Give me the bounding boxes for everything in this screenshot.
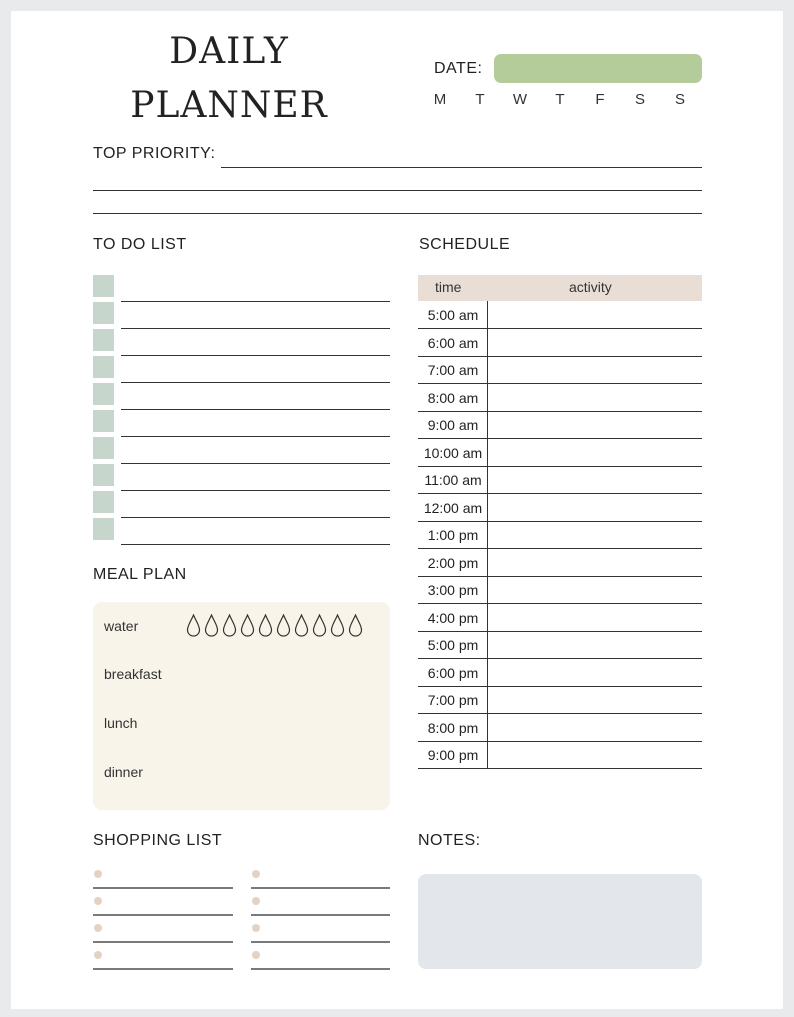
meal-plan-card: [93, 602, 390, 810]
todo-checkbox[interactable]: [93, 356, 114, 378]
shopping-bullet: [252, 870, 260, 878]
weekday-wed[interactable]: W: [512, 91, 528, 108]
weekday-tue[interactable]: T: [475, 91, 485, 108]
todo-checkbox[interactable]: [93, 329, 114, 351]
water-drop-icon[interactable]: [294, 614, 309, 638]
schedule-time: 2:00 pm: [427, 554, 479, 571]
todo-line[interactable]: [121, 463, 390, 464]
water-drop-icon[interactable]: [330, 614, 345, 638]
todo-checkbox[interactable]: [93, 437, 114, 459]
shopping-line[interactable]: [251, 941, 390, 943]
schedule-row-line[interactable]: [418, 686, 702, 687]
todo-line[interactable]: [121, 517, 390, 518]
todo-checkbox[interactable]: [93, 410, 114, 432]
top-priority-line-1[interactable]: [221, 167, 702, 168]
schedule-row-line[interactable]: [418, 713, 702, 714]
schedule-time: 12:00 am: [423, 499, 483, 516]
todo-checkbox[interactable]: [93, 518, 114, 540]
schedule-time: 8:00 am: [427, 389, 479, 406]
schedule-row-line[interactable]: [418, 411, 702, 412]
schedule-time: 1:00 pm: [427, 527, 479, 543]
schedule-time: 6:00 am: [427, 334, 479, 351]
schedule-time: 5:00 am: [427, 307, 479, 323]
todo-checkbox[interactable]: [93, 491, 114, 513]
schedule-time: 9:00 pm: [427, 747, 479, 763]
shopping-bullet: [94, 870, 102, 878]
breakfast-label: breakfast: [104, 666, 162, 682]
shopping-line[interactable]: [93, 941, 233, 943]
shopping-line[interactable]: [93, 914, 233, 916]
todo-line[interactable]: [121, 301, 390, 302]
top-priority-line-2[interactable]: [93, 190, 702, 191]
water-drop-icon[interactable]: [276, 614, 291, 638]
water-drop-icon[interactable]: [312, 614, 327, 638]
water-drop-icon[interactable]: [258, 614, 273, 638]
schedule-row-line[interactable]: [418, 521, 702, 522]
weekday-sat[interactable]: S: [634, 91, 645, 108]
weekday-fri[interactable]: F: [595, 91, 605, 108]
meal-plan-title: MEAL PLAN: [93, 566, 187, 583]
schedule-title: SCHEDULE: [419, 236, 511, 253]
shopping-bullet: [252, 924, 260, 932]
date-field[interactable]: [494, 54, 702, 83]
shopping-bullet: [94, 924, 102, 932]
planner-page: [11, 11, 783, 1009]
todo-line[interactable]: [121, 409, 390, 410]
notes-area[interactable]: [418, 874, 702, 969]
weekday-sun[interactable]: S: [674, 91, 685, 108]
schedule-row-line[interactable]: [418, 658, 702, 659]
weekday-mon[interactable]: M: [433, 91, 447, 108]
schedule-row-line[interactable]: [418, 328, 702, 329]
schedule-time: 10:00 am: [423, 444, 483, 461]
todo-line[interactable]: [121, 490, 390, 491]
notes-title: NOTES:: [418, 832, 481, 849]
shopping-bullet: [94, 951, 102, 959]
schedule-row-line[interactable]: [418, 356, 702, 357]
todo-checkbox[interactable]: [93, 302, 114, 324]
title-planner: PLANNER: [130, 85, 328, 126]
shopping-bullet: [252, 951, 260, 959]
water-label: water: [104, 618, 139, 634]
schedule-col-time: time: [435, 279, 462, 295]
todo-checkbox[interactable]: [93, 275, 114, 297]
schedule-time: 3:00 pm: [427, 582, 479, 598]
schedule-row-line[interactable]: [418, 576, 702, 577]
schedule-time: 7:00 am: [427, 362, 479, 378]
todo-line[interactable]: [121, 382, 390, 383]
water-drop-icon[interactable]: [240, 614, 255, 638]
schedule-time: 8:00 pm: [427, 719, 479, 736]
schedule-time: 6:00 pm: [427, 664, 479, 681]
todo-line[interactable]: [121, 355, 390, 356]
shopping-line[interactable]: [93, 968, 233, 970]
dinner-label: dinner: [104, 764, 143, 780]
schedule-time: 4:00 pm: [427, 609, 479, 626]
shopping-line[interactable]: [251, 968, 390, 970]
schedule-row-line[interactable]: [418, 548, 702, 549]
weekday-thu[interactable]: T: [555, 91, 565, 108]
shopping-line[interactable]: [251, 887, 390, 889]
schedule-row-line[interactable]: [418, 631, 702, 632]
schedule-row-line[interactable]: [418, 383, 702, 384]
water-drop-icon[interactable]: [222, 614, 237, 638]
water-drop-icon[interactable]: [348, 614, 363, 638]
shopping-line[interactable]: [251, 914, 390, 916]
schedule-row-line[interactable]: [418, 493, 702, 494]
todo-checkbox[interactable]: [93, 383, 114, 405]
todo-line[interactable]: [121, 328, 390, 329]
schedule-time: 7:00 pm: [427, 692, 479, 708]
water-drop-icon[interactable]: [204, 614, 219, 638]
schedule-row-line[interactable]: [418, 603, 702, 604]
shopping-line[interactable]: [93, 887, 233, 889]
schedule-time: 11:00 am: [424, 472, 482, 488]
shopping-bullet: [252, 897, 260, 905]
top-priority-label: TOP PRIORITY:: [93, 145, 216, 162]
schedule-row-line[interactable]: [418, 741, 702, 742]
schedule-row-line[interactable]: [418, 466, 702, 467]
todo-line[interactable]: [121, 544, 390, 545]
schedule-time: 5:00 pm: [427, 637, 479, 653]
shopping-list-title: SHOPPING LIST: [93, 832, 223, 849]
schedule-col-activity: activity: [569, 279, 612, 295]
lunch-label: lunch: [104, 715, 138, 731]
todo-title: TO DO LIST: [93, 236, 187, 253]
shopping-bullet: [94, 897, 102, 905]
schedule-row-line[interactable]: [418, 768, 702, 769]
todo-checkbox[interactable]: [93, 464, 114, 486]
date-label: DATE:: [434, 60, 483, 77]
top-priority-line-3[interactable]: [93, 213, 702, 214]
schedule-header: [418, 275, 702, 301]
title-daily: DAILY: [169, 31, 289, 72]
schedule-time: 9:00 am: [427, 417, 479, 433]
water-drop-icon[interactable]: [186, 614, 201, 638]
todo-line[interactable]: [121, 436, 390, 437]
schedule-row-line[interactable]: [418, 438, 702, 439]
